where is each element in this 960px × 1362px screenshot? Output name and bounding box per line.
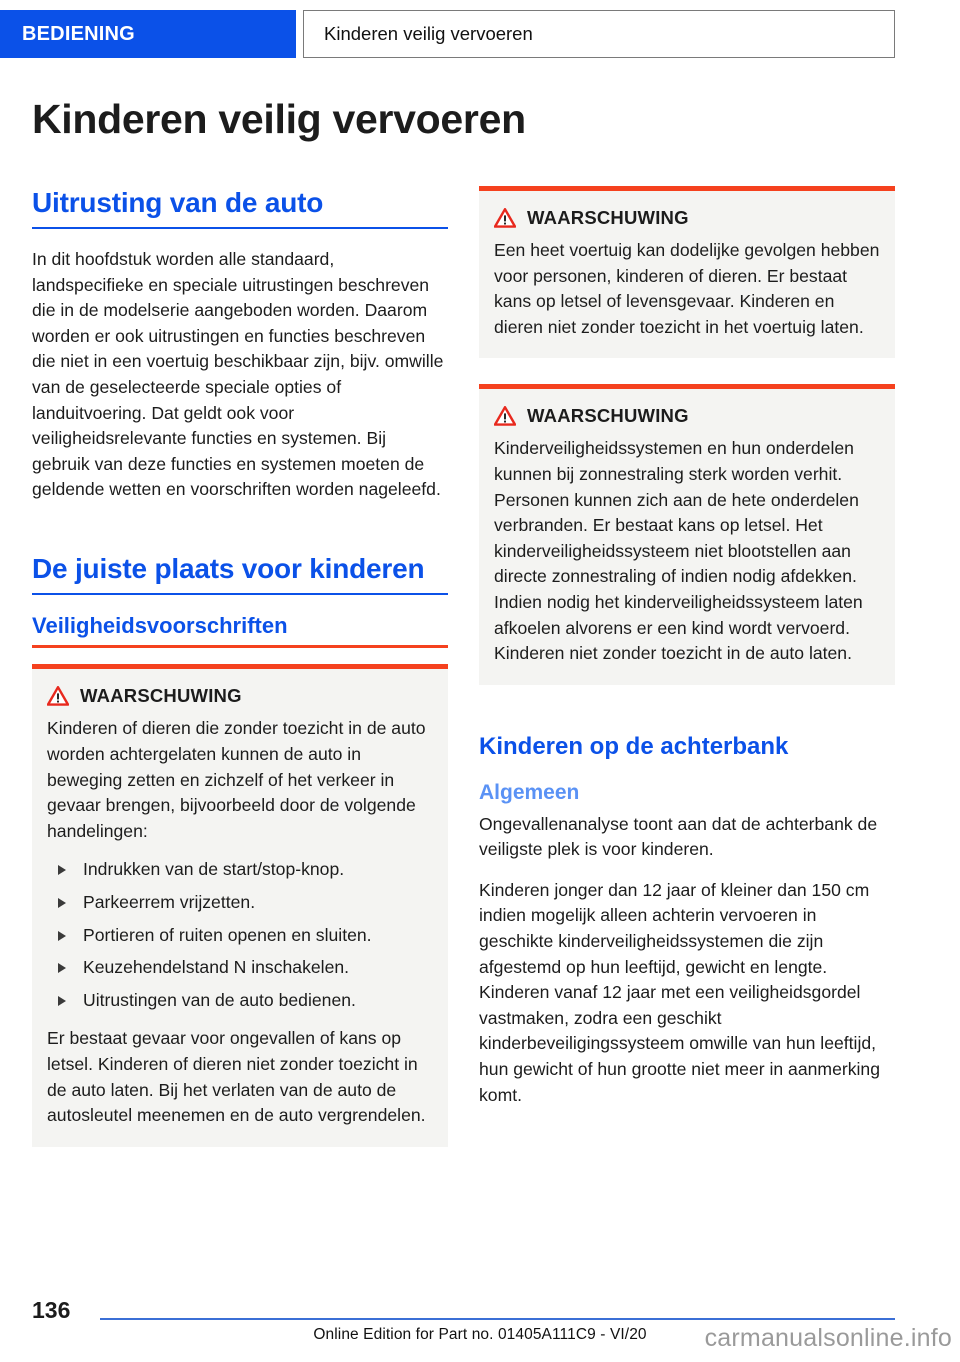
warning-text: Een heet voertuig kan dodelijke gevolgen hebben voor personen, kinderen of dieren. Er bestaat kans op letsel of levensgevaar. Kinderen en dieren niet zonder toezicht in het voertuig laten. <box>494 240 880 337</box>
list-item-label: Parkeerrem vrijzetten. <box>83 891 256 912</box>
arrow-bullet-icon <box>58 931 66 941</box>
section-heading-achterbank: Kinderen op de achterbank <box>479 732 789 760</box>
warning-title: WAARSCHUWING <box>80 685 242 707</box>
warning-text: Kinderveiligheidssystemen en hun onderdelen kunnen bij zonnestraling sterk worden verhit. Personen kunnen zich aan de hete onderdelen verbranden. Er bestaat kans op letsel. Het kinderveiligheidssysteem niet blootstellen aan directe zonnestraling of indien nodig afdekken. Indien nodig het kinderveiligheidssysteem laten afkoelen alvorens er een kind wordt vervoerd. Kinderen niet zonder toezicht in de auto laten. <box>494 438 863 664</box>
header-section-label: Kinderen veilig vervoeren <box>303 10 895 58</box>
warning-box-left-1 <box>32 664 448 1146</box>
header-chapter-label: BEDIENING <box>0 10 296 58</box>
subheading-veiligheidsvoorschriften: Veiligheidsvoorschriften <box>32 613 448 648</box>
page-number: 136 <box>32 1297 71 1323</box>
spacer <box>479 711 895 733</box>
warning-triangle-icon <box>494 406 516 426</box>
list-item <box>47 988 433 1014</box>
paragraph-achterbank-2: Kinderen jonger dan 12 jaar of kleiner dan 150 cm indien mogelijk alleen achterin vervoeren in geschikte kinderveiligheidssystemen die zijn afgestemd op hun leeftijd, gewicht en lengte. Kinderen vanaf 12 jaar met een veiligheidsgordel vastmaken, zodra een geschikt kinderbeveiligingssysteem omwille van hun leeftijd, hun gewicht of hun grootte niet meer in aanmerking komt. <box>479 879 880 1105</box>
right-column <box>479 186 895 1108</box>
warning-triangle-icon <box>47 686 69 706</box>
section-heading-juiste-plaats: De juiste plaats voor kinderen <box>32 552 448 595</box>
list-item <box>47 923 433 949</box>
warning-triangle-icon <box>494 208 516 228</box>
warning-title: WAARSCHUWING <box>527 405 689 427</box>
page-title: Kinderen veilig vervoeren <box>32 96 526 142</box>
footer-divider <box>100 1318 895 1320</box>
left-column <box>32 186 448 1147</box>
warning-title: WAARSCHUWING <box>527 207 689 228</box>
spacer <box>32 518 448 552</box>
warning-box-right-2 <box>479 384 895 684</box>
arrow-bullet-icon <box>58 963 66 973</box>
arrow-bullet-icon <box>58 898 66 908</box>
watermark-text: carmanualsonline.info <box>704 1324 952 1352</box>
running-header <box>0 10 895 58</box>
list-item-label: Keuzehendelstand N inschakelen. <box>83 957 350 978</box>
warning-box-right-1 <box>479 186 895 358</box>
page-footer <box>0 1272 960 1362</box>
arrow-bullet-icon <box>58 865 66 875</box>
section-heading-uitrusting: Uitrusting van de auto <box>32 186 448 229</box>
arrow-bullet-icon <box>58 996 66 1006</box>
header-gap <box>296 10 303 58</box>
list-item <box>47 955 433 981</box>
content-columns <box>32 186 895 1246</box>
list-item <box>47 857 433 883</box>
list-item-label: Uitrustingen van de auto bedienen. <box>83 989 356 1010</box>
paragraph-achterbank-1: Ongevallenanalyse toont aan dat de achterbank de veiligste plek is voor kinderen. <box>479 813 878 860</box>
footer-edition-note: Online Edition for Part no. 01405A111C9 - VI/20 <box>313 1326 647 1343</box>
warning-header <box>47 685 433 707</box>
list-item-label: Portieren of ruiten openen en sluiten. <box>83 924 372 945</box>
warning-header <box>494 207 880 229</box>
warning-outro-text: Er bestaat gevaar voor ongevallen of kans op letsel. Kinderen of dieren niet zonder toezicht in de auto laten. Bij het verlaten van de auto de autosleutel meenemen en de auto vergrendelen. <box>47 1028 426 1126</box>
warning-header <box>494 405 880 427</box>
list-item-label: Indrukken van de start/stop-knop. <box>83 859 345 880</box>
list-item <box>47 890 433 916</box>
subheading-algemeen: Algemeen <box>479 780 580 804</box>
paragraph-uitrusting: In dit hoofdstuk worden alle standaard, landspecifieke en speciale uitrustingen beschreven die in de modelserie aangeboden worden. Daarom worden er ook uitrustingen en functies beschreven die niet in een voertuig beschikbaar zijn, bijv. omwille van de geselecteerde speciale opties of landuitvoering. Dat geldt ook voor veiligheidsrelevante functies en systemen. Bij gebruik van deze functies en systemen moeten de geldende wetten en voorschriften worden nageleefd. <box>32 249 444 500</box>
warning-bullet-list <box>47 857 433 1013</box>
warning-intro-text: Kinderen of dieren die zonder toezicht in de auto worden achtergelaten kunnen de auto in beweging zetten en zichzelf of het verkeer in gevaar brengen, bijvoorbeeld door de volgende handelingen: <box>47 718 426 841</box>
